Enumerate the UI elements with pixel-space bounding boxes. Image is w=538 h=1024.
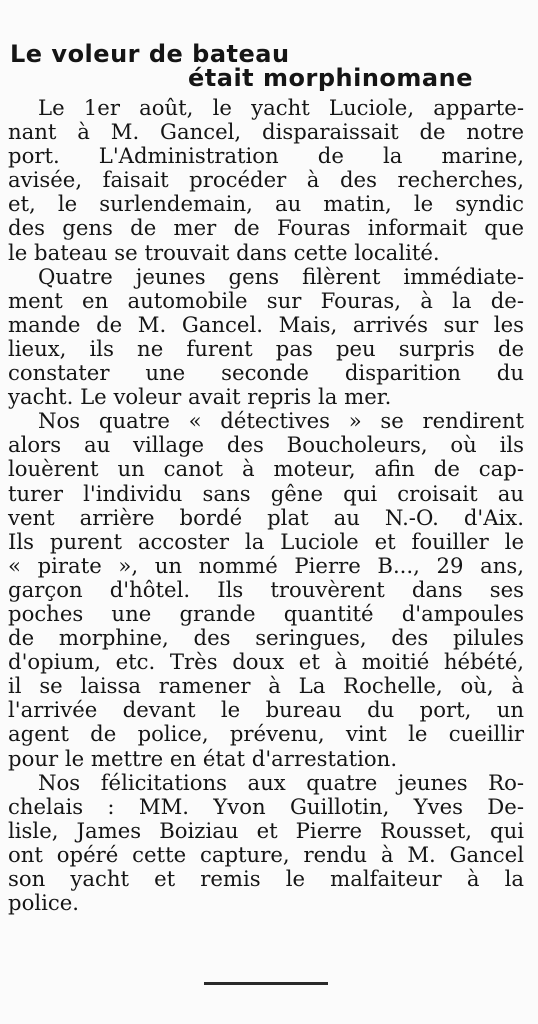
text-line: port. L'Administration de la marine, [8, 143, 524, 169]
text-line: il se laissa ramener à La Rochelle, où, à [8, 673, 524, 699]
text-line: ont opéré cette capture, rendu à M. Gancel [8, 841, 524, 867]
text-line: nant à M. Gancel, disparaissait de notre [8, 119, 524, 145]
text-line: chelais : MM. Yvon Guillotin, Yves De- [8, 793, 524, 819]
text-line: agent de police, prévenu, vint le cueillir [8, 721, 524, 747]
text-line: d'opium, etc. Très doux et à moitié hébété, [8, 649, 524, 675]
article-body [8, 96, 524, 915]
paragraph-1 [8, 96, 524, 265]
text-line: yacht. Le voleur avait repris la mer. [8, 384, 392, 410]
text-line: alors au village des Boucholeurs, où ils [8, 432, 524, 458]
text-line: « pirate », un nommé Pierre B..., 29 ans, [8, 552, 524, 578]
text-line: turer l'individu sans gêne qui croisait au [8, 480, 524, 506]
text-line: garçon d'hôtel. Ils trouvèrent dans ses [8, 576, 524, 602]
text-line: et, le surlendemain, au matin, le syndic [8, 191, 524, 217]
text-line: Nos félicitations aux quatre jeunes Ro- [38, 769, 524, 795]
text-line: avisée, faisait procéder à des recherches, [8, 167, 524, 193]
text-line: police. [8, 890, 80, 916]
text-line: Nos quatre « détectives » se rendirent [38, 408, 524, 434]
paragraph-4 [8, 771, 524, 916]
paragraph-2 [8, 265, 524, 410]
text-line: de morphine, des seringues, des pilules [8, 625, 524, 651]
text-line: lisle, James Boiziau et Pierre Rousset, qui [8, 817, 524, 843]
text-line: l'arrivée devant le bureau du port, un [8, 697, 524, 723]
text-line: vent arrière bordé plat au N.-O. d'Aix. [8, 504, 524, 530]
text-line: le bateau se trouvait dans cette localité. [8, 239, 440, 265]
text-line: louèrent un canot à moteur, afin de cap- [8, 456, 524, 482]
headline-line-1: Le voleur de bateau [10, 40, 290, 68]
text-line: des gens de mer de Fouras informait que [8, 215, 524, 241]
text-line: Ils purent accoster la Luciole et fouiller le [8, 528, 524, 554]
headline-line-2: était morphinomane [188, 64, 473, 92]
text-line: ment en automobile sur Fouras, à la de- [8, 287, 524, 313]
text-line: pour le mettre en état d'arrestation. [8, 745, 398, 771]
text-line: Le 1er août, le yacht Luciole, apparte- [38, 95, 524, 120]
paragraph-3 [8, 409, 524, 770]
text-line: constater une seconde disparition du [8, 360, 524, 386]
text-line: lieux, ils ne furent pas peu surpris de [8, 335, 524, 361]
end-rule-divider [204, 982, 328, 985]
text-line: mande de M. Gancel. Mais, arrivés sur les [8, 311, 524, 337]
text-line: poches une grande quantité d'ampoules [8, 600, 524, 626]
text-line: son yacht et remis le malfaiteur à la [8, 866, 524, 891]
text-line: Quatre jeunes gens filèrent immédiate- [38, 263, 524, 289]
